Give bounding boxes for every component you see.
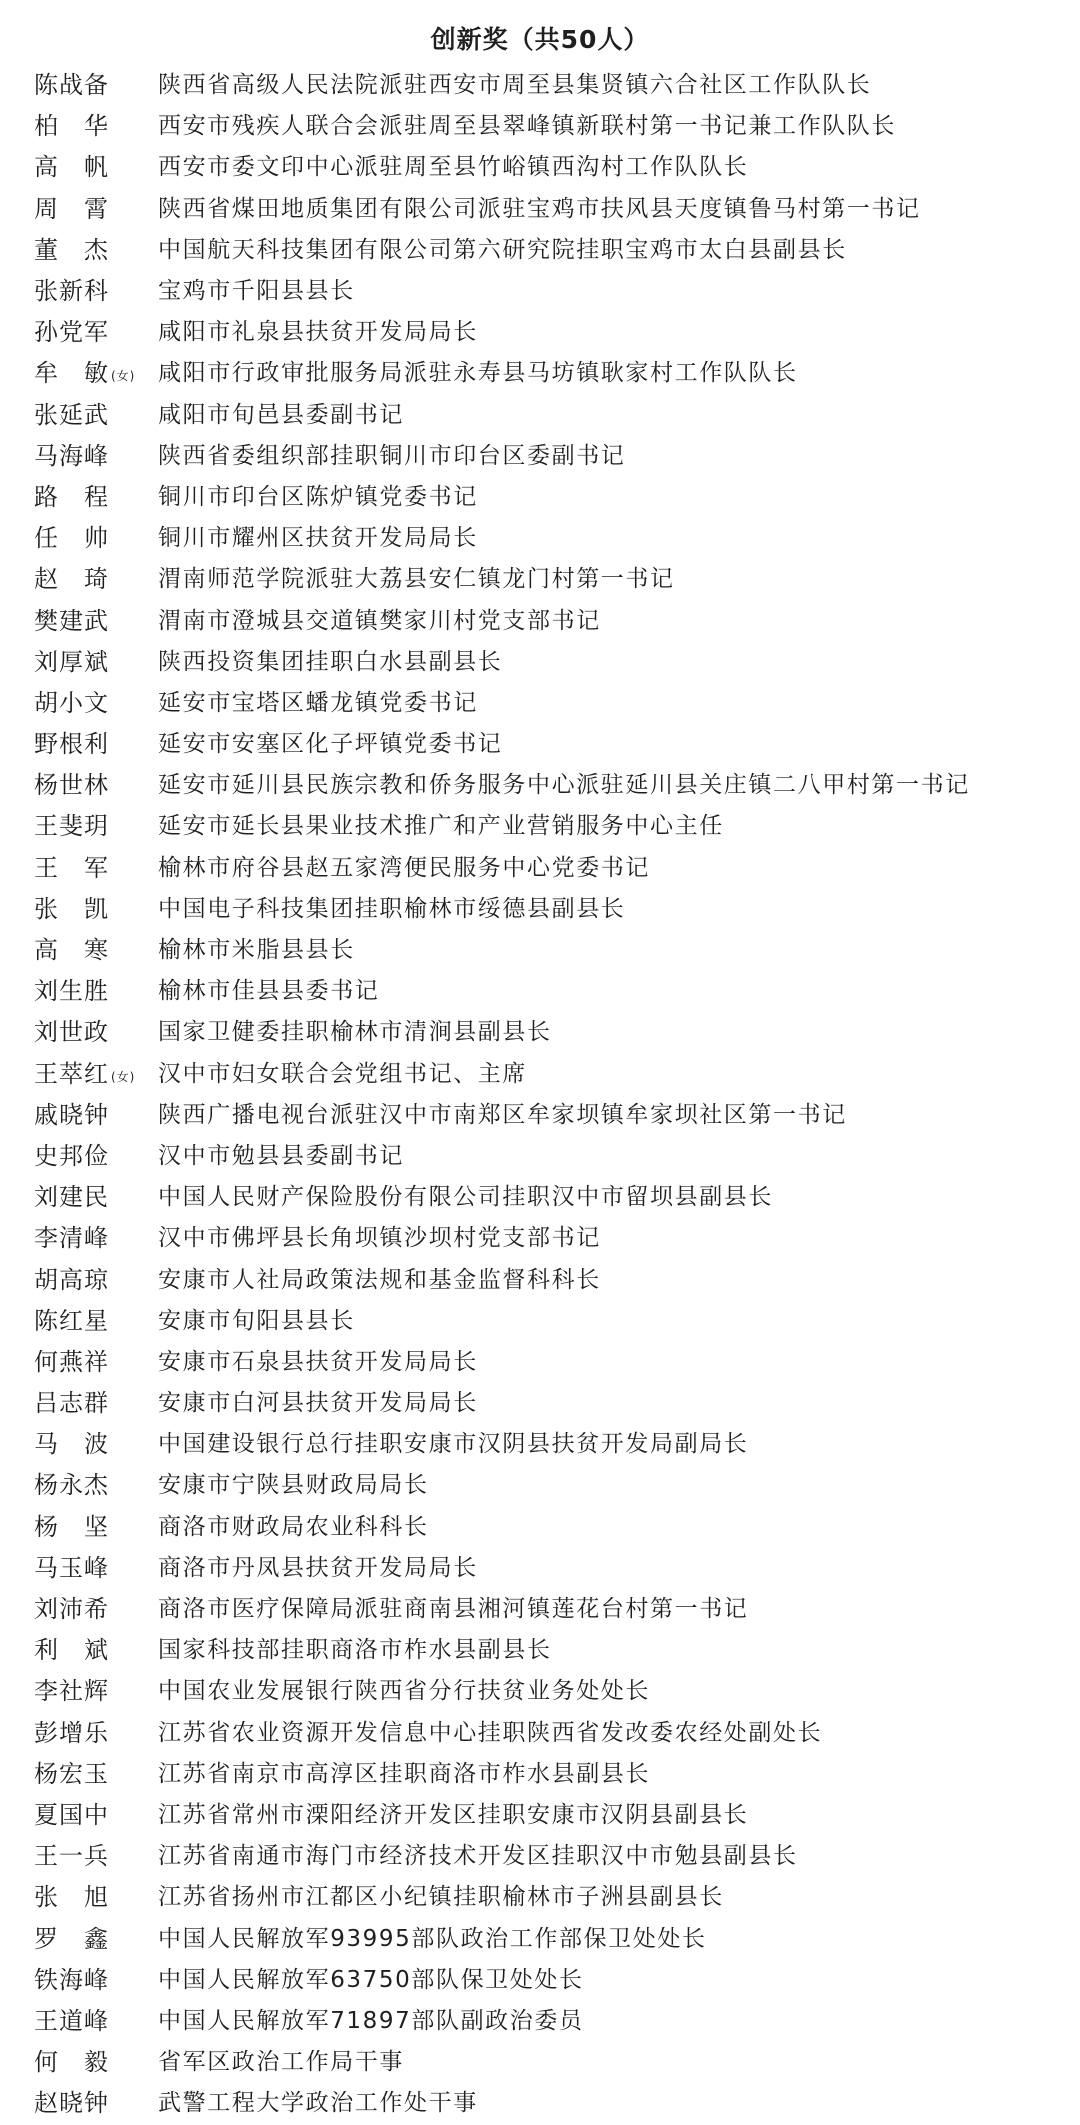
awardee-name — [34, 971, 158, 1006]
awardee-position: 国家科技部挂职商洛市柞水县副县长 — [158, 1637, 552, 1664]
list-item — [34, 1874, 1064, 1915]
list-item — [34, 1957, 1064, 1998]
awardee-name-text: 赵晓钟 — [34, 2089, 109, 2118]
awardee-list — [34, 62, 1064, 2121]
awardee-position: 安康市宁陕县财政局局长 — [158, 1472, 429, 1499]
list-item — [34, 762, 1064, 803]
awardee-name — [34, 189, 158, 224]
awardee-position: 渭南师范学院派驻大荔县安仁镇龙门村第一书记 — [158, 566, 675, 593]
awardee-name — [34, 1465, 158, 1500]
list-item — [34, 1462, 1064, 1503]
awardee-position: 商洛市医疗保障局派驻商南县湘河镇莲花台村第一书记 — [158, 1596, 749, 1623]
awardee-position: 江苏省南通市海门市经济技术开发区挂职汉中市勉县副县长 — [158, 1843, 798, 1870]
awardee-position: 铜川市耀州区扶贫开发局局长 — [158, 525, 478, 552]
awardee-name-text: 王斐玥 — [34, 812, 109, 841]
awardee-position: 安康市旬阳县县长 — [158, 1307, 355, 1334]
awardee-name-text: 胡小文 — [34, 688, 109, 717]
list-item — [34, 845, 1064, 886]
list-item — [34, 309, 1064, 350]
awardee-name — [34, 765, 158, 800]
awardee-name — [34, 889, 158, 924]
list-item — [34, 433, 1064, 474]
list-item — [34, 62, 1064, 103]
awardee-position: 安康市石泉县扶贫开发局局长 — [158, 1348, 478, 1375]
list-item — [34, 515, 1064, 556]
awardee-name-text: 胡高琼 — [34, 1265, 109, 1294]
list-item — [34, 2080, 1064, 2121]
list-item — [34, 1586, 1064, 1627]
list-item — [34, 1298, 1064, 1339]
awardee-name-text: 何燕祥 — [34, 1347, 109, 1376]
awardee-name-text: 李清峰 — [34, 1224, 109, 1253]
awardee-name-text: 张延武 — [34, 400, 109, 429]
list-item — [34, 680, 1064, 721]
awardee-position: 宝鸡市千阳县县长 — [158, 278, 355, 305]
awardee-name-text: 张新科 — [34, 277, 109, 306]
list-item — [34, 350, 1064, 391]
awardee-name — [34, 1424, 158, 1459]
list-item — [34, 556, 1064, 597]
awardee-name-text: 高 寒 — [34, 936, 109, 965]
awardee-name-text: 马 波 — [34, 1430, 109, 1459]
awardee-name — [34, 1218, 158, 1253]
list-item — [34, 227, 1064, 268]
awardee-position: 商洛市财政局农业科科长 — [158, 1513, 429, 1540]
awardee-name-text: 刘世政 — [34, 1018, 109, 1047]
awardee-name — [34, 106, 158, 141]
awardee-position: 江苏省农业资源开发信息中心挂职陕西省发改委农经处副处长 — [158, 1719, 823, 1746]
awardee-name — [34, 2042, 158, 2077]
awardee-name — [34, 559, 158, 594]
awardee-name-text: 陈红星 — [34, 1306, 109, 1335]
awardee-name — [34, 1260, 158, 1295]
awardee-name — [34, 65, 158, 100]
list-item — [34, 1504, 1064, 1545]
awardee-name-text: 彭增乐 — [34, 1718, 109, 1747]
awardee-name-text: 利 斌 — [34, 1636, 109, 1665]
awardee-name — [34, 436, 158, 471]
awardee-name — [34, 147, 158, 182]
awardee-name-text: 柏 华 — [34, 112, 109, 141]
awardee-name — [34, 1877, 158, 1912]
awardee-position: 西安市委文印中心派驻周至县竹峪镇西沟村工作队队长 — [158, 154, 749, 181]
awardee-name — [34, 395, 158, 430]
awardee-name — [34, 1795, 158, 1830]
gender-note: (女) — [111, 369, 136, 384]
awardee-position: 安康市白河县扶贫开发局局长 — [158, 1390, 478, 1417]
awardee-name-text: 樊建武 — [34, 606, 109, 635]
page-title: 创新奖（共50人） — [430, 25, 650, 54]
list-item — [34, 1339, 1064, 1380]
awardee-name-text: 刘生胜 — [34, 977, 109, 1006]
awardee-position: 榆林市米脂县县长 — [158, 937, 355, 964]
awardee-name-text: 吕志群 — [34, 1389, 109, 1418]
awardee-position: 江苏省南京市高淳区挂职商洛市柞水县副县长 — [158, 1760, 650, 1787]
awardee-name — [34, 1177, 158, 1212]
awardee-name-text: 王 军 — [34, 853, 109, 882]
list-item — [34, 1627, 1064, 1668]
awardee-name — [34, 1630, 158, 1665]
list-item — [34, 144, 1064, 185]
awardee-position: 陕西省高级人民法院派驻西安市周至县集贤镇六合社区工作队队长 — [158, 72, 872, 99]
awardee-position: 中国建设银行总行挂职安康市汉阴县扶贫开发局副局长 — [158, 1431, 749, 1458]
awardee-name — [34, 1919, 158, 1954]
awardee-name — [34, 1671, 158, 1706]
awardee-position: 国家卫健委挂职榆林市清涧县副县长 — [158, 1019, 552, 1046]
list-item — [34, 803, 1064, 844]
awardee-name — [34, 1383, 158, 1418]
list-item — [34, 1133, 1064, 1174]
awardee-name — [34, 518, 158, 553]
awardee-name-text: 刘建民 — [34, 1183, 109, 1212]
list-item — [34, 1092, 1064, 1133]
awardee-name-text: 马玉峰 — [34, 1553, 109, 1582]
list-item — [34, 1792, 1064, 1833]
awardee-name-text: 铁海峰 — [34, 1965, 109, 1994]
list-item — [34, 2039, 1064, 2080]
list-item — [34, 392, 1064, 433]
awardee-position: 汉中市佛坪县长角坝镇沙坝村党支部书记 — [158, 1225, 601, 1252]
awardee-position: 延安市延长县果业技术推广和产业营销服务中心主任 — [158, 813, 724, 840]
awardee-position: 陕西广播电视台派驻汉中市南郑区牟家坝镇牟家坝社区第一书记 — [158, 1101, 847, 1128]
awardee-name — [34, 1589, 158, 1624]
awardee-position: 陕西省委组织部挂职铜川市印台区委副书记 — [158, 442, 626, 469]
awardee-position: 咸阳市礼泉县扶贫开发局局长 — [158, 319, 478, 346]
list-item — [34, 1833, 1064, 1874]
awardee-position: 江苏省常州市溧阳经济开发区挂职安康市汉阴县副县长 — [158, 1801, 749, 1828]
list-item — [34, 268, 1064, 309]
awardee-position: 中国人民解放军63750部队保卫处处长 — [158, 1966, 584, 1993]
awardee-name-text: 任 帅 — [34, 524, 109, 553]
awardee-position: 咸阳市行政审批服务局派驻永寿县马坊镇耿家村工作队队长 — [158, 360, 798, 387]
awardee-name — [34, 1960, 158, 1995]
awardee-position: 中国人民财产保险股份有限公司挂职汉中市留坝县副县长 — [158, 1184, 773, 1211]
awardee-name-text: 刘厚斌 — [34, 647, 109, 676]
list-item — [34, 474, 1064, 515]
list-item — [34, 1668, 1064, 1709]
awardee-position: 渭南市澄城县交道镇樊家川村党支部书记 — [158, 607, 601, 634]
list-item — [34, 1915, 1064, 1956]
awardee-name — [34, 1342, 158, 1377]
awardee-name-text: 杨 坚 — [34, 1512, 109, 1541]
awardee-name — [34, 477, 158, 512]
awardee-name — [34, 353, 158, 388]
list-item — [34, 886, 1064, 927]
list-item — [34, 1751, 1064, 1792]
awardee-name-text: 戚晓钟 — [34, 1100, 109, 1129]
awardee-position: 汉中市勉县县委副书记 — [158, 1142, 404, 1169]
awardee-name-text: 王一兵 — [34, 1842, 109, 1871]
awardee-name — [34, 2083, 158, 2118]
awardee-position: 江苏省扬州市江都区小纪镇挂职榆林市子洲县副县长 — [158, 1884, 724, 1911]
list-item — [34, 1174, 1064, 1215]
awardee-name — [34, 1548, 158, 1583]
awardee-name — [34, 312, 158, 347]
list-item — [34, 1710, 1064, 1751]
awardee-position: 榆林市府谷县赵五家湾便民服务中心党委书记 — [158, 854, 650, 881]
awardee-name — [34, 1301, 158, 1336]
awardee-name-text: 罗 鑫 — [34, 1924, 109, 1953]
awardee-name-text: 夏国中 — [34, 1800, 109, 1829]
awardee-position: 榆林市佳县县委书记 — [158, 978, 380, 1005]
awardee-name-text: 路 程 — [34, 482, 109, 511]
awardee-name — [34, 683, 158, 718]
awardee-name — [34, 1095, 158, 1130]
awardee-name-text: 王萃红 — [34, 1059, 109, 1088]
awardee-name-text: 孙党军 — [34, 318, 109, 347]
list-item — [34, 721, 1064, 762]
awardee-name — [34, 1836, 158, 1871]
awardee-position: 延安市宝塔区蟠龙镇党委书记 — [158, 689, 478, 716]
list-item — [34, 1256, 1064, 1297]
awardee-name-text: 张 旭 — [34, 1883, 109, 1912]
gender-note: (女) — [111, 1069, 136, 1084]
awardee-name — [34, 230, 158, 265]
list-item — [34, 103, 1064, 144]
list-item — [34, 639, 1064, 680]
awardee-name — [34, 642, 158, 677]
awardee-position: 中国人民解放军93995部队政治工作部保卫处处长 — [158, 1925, 707, 1952]
list-item — [34, 1380, 1064, 1421]
awardee-position: 陕西投资集团挂职白水县副县长 — [158, 648, 503, 675]
awardee-name-text: 牟 敏 — [34, 359, 109, 388]
awardee-name-text: 杨世林 — [34, 771, 109, 800]
awardee-name — [34, 1054, 158, 1089]
awardee-name — [34, 601, 158, 636]
awardee-position: 咸阳市旬邑县委副书记 — [158, 401, 404, 428]
awardee-name-text: 杨宏玉 — [34, 1759, 109, 1788]
awardee-name — [34, 1754, 158, 1789]
awardee-position: 西安市残疾人联合会派驻周至县翠峰镇新联村第一书记兼工作队队长 — [158, 113, 896, 140]
list-item — [34, 1215, 1064, 1256]
awardee-name — [34, 1713, 158, 1748]
awardee-name-text: 周 霄 — [34, 194, 109, 223]
awardee-position: 中国电子科技集团挂职榆林市绥德县副县长 — [158, 895, 626, 922]
awardee-name — [34, 1012, 158, 1047]
awardee-name-text: 王道峰 — [34, 2006, 109, 2035]
list-item — [34, 1421, 1064, 1462]
awardee-position: 中国航天科技集团有限公司第六研究院挂职宝鸡市太白县副县长 — [158, 236, 847, 263]
awardee-name-text: 何 毅 — [34, 2048, 109, 2077]
awardee-position: 省军区政治工作局干事 — [158, 2049, 404, 2076]
awardee-name-text: 李社辉 — [34, 1677, 109, 1706]
awardee-name-text: 董 杰 — [34, 235, 109, 264]
list-item — [34, 186, 1064, 227]
awardee-name — [34, 1136, 158, 1171]
awardee-name-text: 史邦俭 — [34, 1141, 109, 1170]
awardee-name-text: 高 帆 — [34, 153, 109, 182]
awardee-name — [34, 2001, 158, 2036]
awardee-position: 铜川市印台区陈炉镇党委书记 — [158, 483, 478, 510]
awardee-position: 汉中市妇女联合会党组书记、主席 — [158, 1060, 527, 1087]
awardee-position: 中国人民解放军71897部队副政治委员 — [158, 2007, 584, 2034]
awardee-position: 中国农业发展银行陕西省分行扶贫业务处处长 — [158, 1678, 650, 1705]
awardee-name-text: 张 凯 — [34, 894, 109, 923]
awardee-position: 延安市延川县民族宗教和侨务服务中心派驻延川县关庄镇二八甲村第一书记 — [158, 772, 970, 799]
awardee-name — [34, 271, 158, 306]
awardee-position: 陕西省煤田地质集团有限公司派驻宝鸡市扶风县天度镇鲁马村第一书记 — [158, 195, 921, 222]
awardee-position: 商洛市丹凤县扶贫开发局局长 — [158, 1554, 478, 1581]
awardee-position: 安康市人社局政策法规和基金监督科科长 — [158, 1266, 601, 1293]
list-item — [34, 1545, 1064, 1586]
awardee-name — [34, 930, 158, 965]
awardee-name-text: 马海峰 — [34, 441, 109, 470]
awardee-name-text: 杨永杰 — [34, 1471, 109, 1500]
awardee-name — [34, 724, 158, 759]
awardee-name-text: 刘沛希 — [34, 1595, 109, 1624]
awardee-position: 武警工程大学政治工作处干事 — [158, 2090, 478, 2117]
awardee-name — [34, 806, 158, 841]
list-item — [34, 597, 1064, 638]
awardee-position: 延安市安塞区化子坪镇党委书记 — [158, 731, 503, 758]
list-item — [34, 1998, 1064, 2039]
list-item — [34, 968, 1064, 1009]
awardee-name — [34, 1507, 158, 1542]
awardee-name-text: 陈战备 — [34, 71, 109, 100]
awardee-name-text: 赵 琦 — [34, 565, 109, 594]
list-item — [34, 1051, 1064, 1092]
list-item — [34, 927, 1064, 968]
list-item — [34, 1009, 1064, 1050]
awardee-name — [34, 848, 158, 883]
awardee-name-text: 野根利 — [34, 730, 109, 759]
